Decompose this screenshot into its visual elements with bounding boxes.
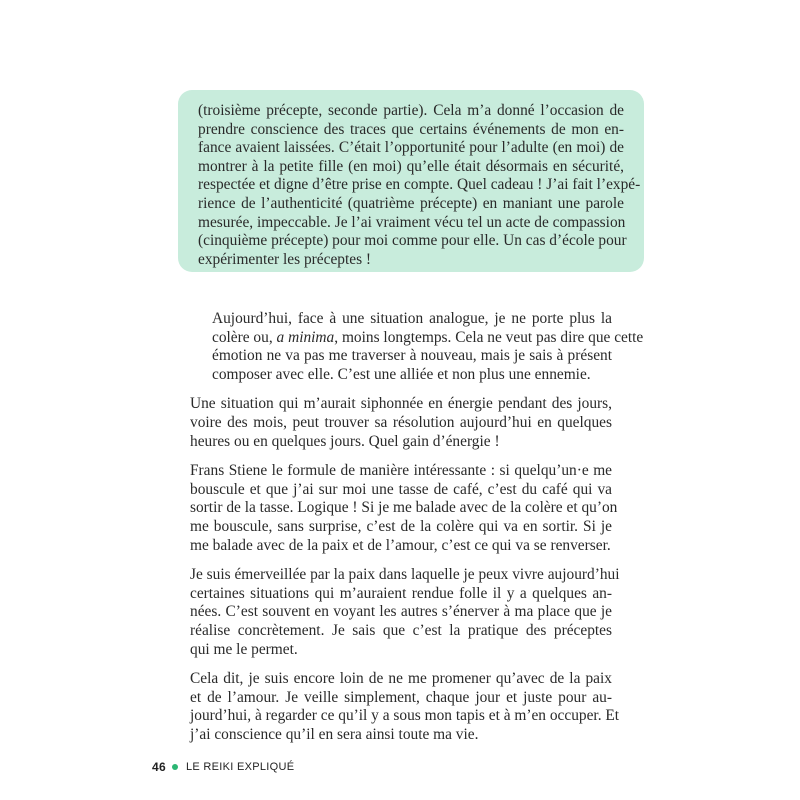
body-line: nées. C’est souvent en voyant les autres s’énerver à ma place que je (190, 603, 612, 621)
body-line: Une situation qui m’aurait siphonnée en énergie pendant des jours, (190, 395, 612, 413)
body-line: bouscule et que j’ai sur moi une tasse de café, c’est du café qui va (190, 480, 612, 498)
callout-line: montrer à la petite fille (en moi) qu’elle était désormais en sécurité, (198, 157, 624, 175)
body-paragraph-1 (190, 310, 644, 384)
body-line: me bouscule, sans surprise, c’est de la colère qui va en sortir. Si je (190, 517, 612, 535)
callout-line: (cinquième précepte) pour moi comme pour elle. Un cas d’école pour (198, 232, 627, 250)
body-line: composer avec elle. C’est une alliée et non plus une ennemie. (212, 365, 591, 383)
body-paragraph-4 (190, 566, 620, 659)
body-paragraph-3 (190, 462, 618, 555)
body-paragraph-5 (190, 670, 620, 744)
body-line: Je suis émerveillée par la paix dans laquelle je peux vivre aujourd’hui (190, 566, 620, 584)
body-line: qui me le permet. (190, 640, 298, 658)
page-footer (152, 760, 294, 774)
body-paragraph-2 (190, 395, 612, 451)
body-line: émotion ne va pas me traverser à nouveau, mais je sais à présent (212, 347, 612, 365)
bullet-dot-icon (172, 764, 178, 770)
body-line (190, 328, 644, 348)
body-line: réalise concrètement. Je sais que c’est la pratique des préceptes (190, 621, 612, 639)
body-line: heures ou en quelques jours. Quel gain d’énergie ! (190, 432, 500, 450)
body-line: Aujourd’hui, face à une situation analogue, je ne porte plus la (212, 310, 612, 327)
callout-line: rience de l’authenticité (quatrième précepte) en maniant une parole (198, 194, 624, 212)
body-line: et de l’amour. Je veille simplement, chaque jour et juste pour au- (190, 688, 612, 706)
callout-line: expérimenter les préceptes ! (198, 250, 372, 268)
body-text-fragment: colère ou, (212, 328, 277, 346)
body-line: Cela dit, je suis encore loin de ne me promener qu’avec de la paix (190, 670, 612, 688)
emphasis-text: a minima (276, 328, 335, 346)
callout-paragraph (198, 102, 641, 269)
body-line: sortir de la tasse. Logique ! Si je me balade avec de la colère et qu’on (190, 499, 618, 517)
callout-line: respectée et digne d’être prise en compte. Quel cadeau ! J’ai fait l’expé- (198, 176, 641, 194)
callout-line: fance avaient laissées. C’était l’opportunité pour l’adulte (en moi) de (198, 139, 624, 157)
body-line: j’ai conscience qu’il en sera ainsi toute ma vie. (190, 725, 479, 743)
callout-box (178, 90, 644, 272)
callout-line: mesurée, impeccable. Je l’ai vraiment vécu tel un acte de compassion (198, 213, 626, 231)
callout-line: (troisième précepte, seconde partie). Cela m’a donné l’occasion de (198, 102, 624, 119)
body-text-fragment: , moins longtemps. Cela ne veut pas dire que cette (334, 328, 644, 346)
body-text (190, 310, 644, 755)
body-line: Frans Stiene le formule de manière intéressante : si quelqu’un·e me (190, 462, 612, 480)
body-line: jourd’hui, à regarder ce qu’il y a sous mon tapis et à m’en occuper. Et (190, 707, 620, 725)
body-line: voire des mois, peut trouver sa résolution aujourd’hui en quelques (190, 413, 612, 431)
page-number: 46 (152, 760, 166, 774)
body-line: me balade avec de la paix et de l’amour, c’est ce qui va se renverser. (190, 536, 611, 554)
body-line: certaines situations qui m’auraient rendue folle il y a quelques an- (190, 584, 612, 602)
callout-line: prendre conscience des traces que certains événements de mon en- (198, 120, 624, 138)
book-title: LE REIKI EXPLIQUÉ (185, 761, 295, 773)
